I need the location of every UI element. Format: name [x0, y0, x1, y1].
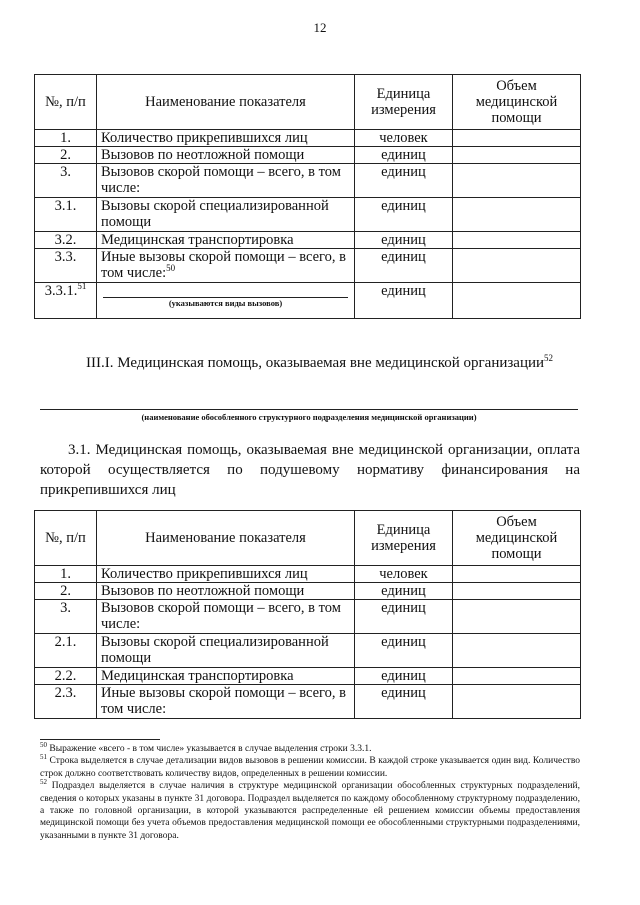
header-volume: Объем медицинской помощи — [453, 75, 581, 130]
table-row — [35, 566, 581, 583]
table-row — [35, 583, 581, 600]
table-header-row — [35, 511, 581, 566]
row-num: 2.1. — [35, 634, 97, 668]
row-name: Иные вызовы скорой помощи – всего, в том числе: — [97, 685, 355, 719]
footnote — [40, 740, 580, 755]
header-name: Наименование показателя — [97, 511, 355, 566]
row-num: 3.2. — [35, 232, 97, 249]
row-name: Вызовов скорой помощи – всего, в том числе: — [97, 164, 355, 198]
header-unit: Единица измерения — [355, 511, 453, 566]
row-name: Вызовов по неотложной помощи — [97, 147, 355, 164]
row-num: 2. — [35, 583, 97, 600]
row-num: 1. — [35, 130, 97, 147]
row-unit: единиц — [355, 283, 453, 319]
row-unit: единиц — [355, 634, 453, 668]
indicators-table-1 — [34, 74, 581, 319]
row-volume — [453, 283, 581, 319]
header-num: №, п/п — [35, 75, 97, 130]
footnote-text: Подраздел выделяется в случае наличия в структуре медицинской организации обособленных структурных подразделений, сведения о которых указаны в пункте 31 договора. Подраздел выделяется по каждому обособленному структурному подразделению, а также по головной организации, в которой указываются распределенные ей решением комиссии объемы предоставления медицинской помощи без учета объемов предоставления медицинской помощи ее обособленными структурными подразделениями, указанными в пункте 31 договора. — [40, 781, 580, 841]
row-name — [97, 283, 355, 319]
row-volume — [453, 600, 581, 634]
section-title — [86, 355, 553, 372]
row-volume — [453, 668, 581, 685]
row-unit: единиц — [355, 198, 453, 232]
footnote-ref: 52 — [544, 353, 554, 363]
header-unit: Единица измерения — [355, 75, 453, 130]
table-row — [35, 668, 581, 685]
row-num — [35, 283, 97, 319]
section-title-text: III.I. Медицинская помощь, оказываемая вне медицинской организации — [86, 355, 545, 371]
table-row — [35, 198, 581, 232]
row-unit: единиц — [355, 583, 453, 600]
footnote-ref: 50 — [166, 263, 176, 274]
table-row — [35, 249, 581, 283]
table-row — [35, 685, 581, 719]
row-volume — [453, 164, 581, 198]
footnote-number: 52 — [40, 778, 47, 787]
table-row — [35, 130, 581, 147]
footnote-number: 50 — [40, 740, 47, 749]
row-unit: человек — [355, 566, 453, 583]
row-volume — [453, 147, 581, 164]
row-volume — [453, 583, 581, 600]
call-types-note: (указываются виды вызовов) — [103, 297, 348, 310]
row-volume — [453, 198, 581, 232]
row-name: Вызовов по неотложной помощи — [97, 583, 355, 600]
row-name: Количество прикрепившихся лиц — [97, 130, 355, 147]
header-name: Наименование показателя — [97, 75, 355, 130]
row-num: 3. — [35, 164, 97, 198]
row-num: 3. — [35, 600, 97, 634]
table-row — [35, 634, 581, 668]
row-num: 2. — [35, 147, 97, 164]
row-name: Медицинская транспортировка — [97, 232, 355, 249]
paragraph-3-1: 3.1. Медицинская помощь, оказываемая вне медицинской организации, оплата которой осуществляется по подушевому нормативу финансирования на прикрепившихся лиц — [40, 442, 580, 498]
row-volume — [453, 566, 581, 583]
table-row — [35, 600, 581, 634]
footnote-text: Выражение «всего - в том числе» указывается в случае выделения строки 3.3.1. — [49, 744, 372, 754]
row-volume — [453, 634, 581, 668]
footnote-separator — [40, 739, 160, 740]
row-name — [97, 249, 355, 283]
row-name: Вызовов скорой помощи – всего, в том числе: — [97, 600, 355, 634]
row-num: 1. — [35, 566, 97, 583]
row-unit: единиц — [355, 668, 453, 685]
row-num: 3.3. — [35, 249, 97, 283]
row-volume — [453, 232, 581, 249]
table-row — [35, 164, 581, 198]
table-header-row — [35, 75, 581, 130]
footnote — [40, 755, 580, 780]
row-volume — [453, 130, 581, 147]
row-unit: единиц — [355, 232, 453, 249]
page-number: 12 — [313, 20, 327, 35]
row-unit: единиц — [355, 600, 453, 634]
subdivision-caption: (наименование обособленного структурного подразделения медицинской организации) — [141, 412, 477, 422]
row-unit: человек — [355, 130, 453, 147]
row-num-text: 3.3.1. — [44, 283, 78, 299]
row-name: Вызовы скорой специализированной помощи — [97, 198, 355, 232]
row-volume — [453, 685, 581, 719]
row-name: Вызовы скорой специализированной помощи — [97, 634, 355, 668]
row-name: Количество прикрепившихся лиц — [97, 566, 355, 583]
table-row — [35, 232, 581, 249]
row-name: Медицинская транспортировка — [97, 668, 355, 685]
row-volume — [453, 249, 581, 283]
header-num: №, п/п — [35, 511, 97, 566]
row-num: 3.1. — [35, 198, 97, 232]
footnote-number: 51 — [40, 753, 47, 762]
row-name-text: Иные вызовы скорой помощи – всего, в том числе: — [101, 249, 346, 281]
indicators-table-2 — [34, 510, 581, 719]
row-unit: единиц — [355, 164, 453, 198]
header-volume: Объем медицинской помощи — [453, 511, 581, 566]
table-row — [35, 283, 581, 319]
footnote-ref: 51 — [77, 282, 87, 292]
row-num: 2.3. — [35, 685, 97, 719]
row-unit: единиц — [355, 249, 453, 283]
row-unit: единиц — [355, 147, 453, 164]
row-num: 2.2. — [35, 668, 97, 685]
footnote — [40, 780, 580, 842]
footnote-text: Строка выделяется в случае детализации видов вызовов в решении комиссии. В каждой строке указывается один вид. Количество строк должно соответствовать количеству видов, определенных в решении комиссии. — [40, 756, 580, 779]
row-unit: единиц — [355, 685, 453, 719]
subdivision-line — [40, 409, 578, 410]
footnotes — [40, 740, 580, 842]
table-row — [35, 147, 581, 164]
